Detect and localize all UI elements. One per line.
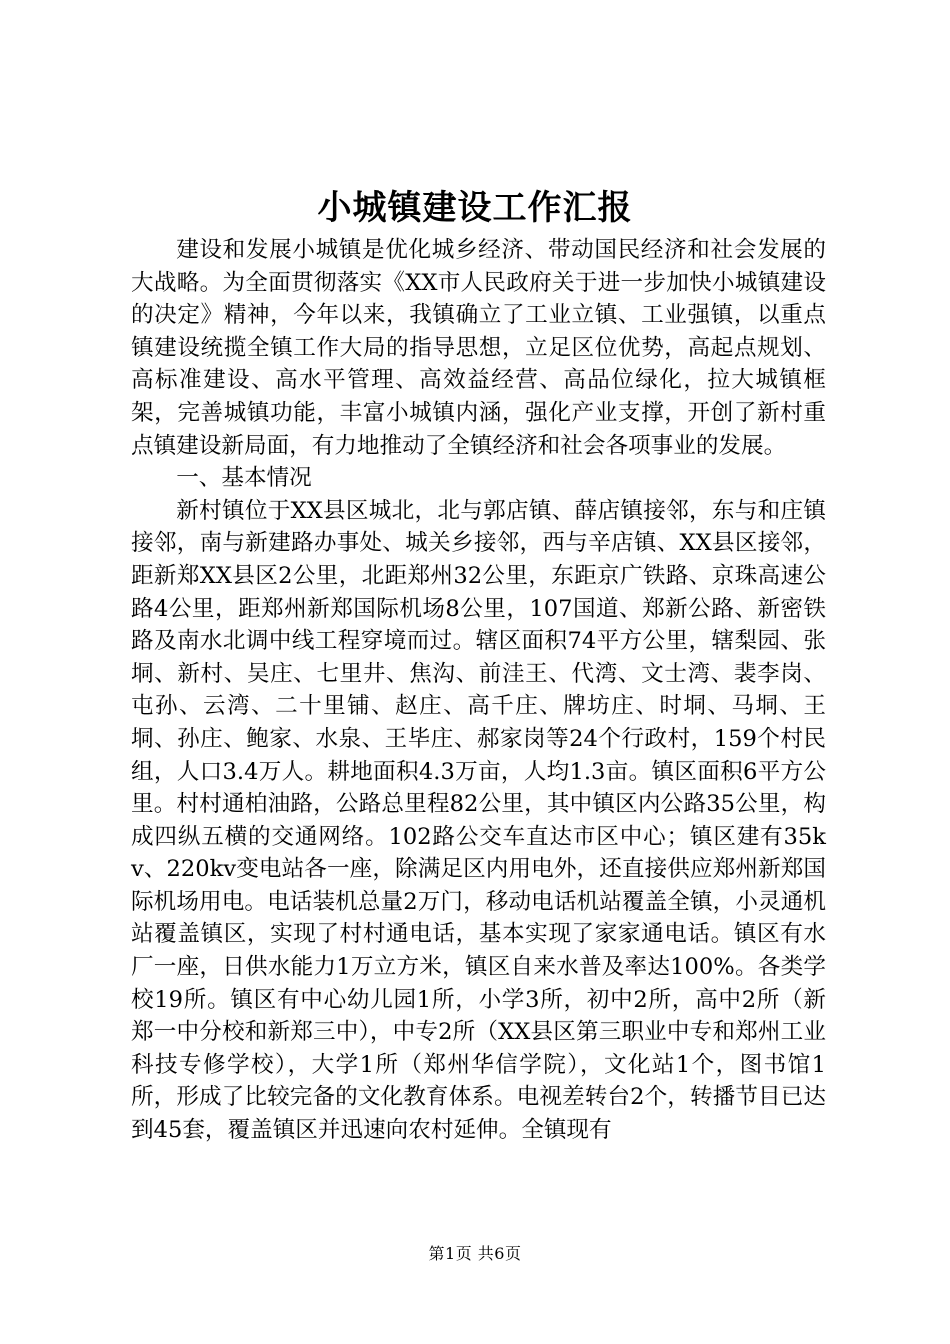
basic-info-paragraph: 新村镇位于XX县区城北，北与郭店镇、薛店镇接邻，东与和庄镇接邻，南与新建路办事处、城关乡接邻，西与辛店镇、XX县区接邻，距新郑XX县区2公里，北距郑州32公里，东距京广铁路、京珠高速公路4公里，距郑州新郑国际机场8公里，107国道、郑新公路、新密铁路及南水北调中线工程穿境而过。辖区面积74平方公里，辖梨园、张垌、新村、吴庄、七里井、焦沟、前洼王、代湾、文士湾、裴李岗、屯孙、云湾、二十里铺、赵庄、高千庄、牌坊庄、时垌、马垌、王垌、孙庄、鲍家、水泉、王毕庄、郝家岗等24个行政村，159个村民组，人口3.4万人。耕地面积4.3万亩，人均1.3亩。镇区面积6平方公里。村村通柏油路，公路总里程82公里，其中镇区内公路35公里，构成四纵五横的交通网络。102路公交车直达市区中心；镇区建有35kv、220kv变电站各一座，除满足区内用电外，还直接供应郑州新郑国际机场用电。电话装机总量2万门，移动电话机站覆盖全镇，小灵通机站覆盖镇区，实现了村村通电话，基本实现了家家通电话。镇区有水厂一座，日供水能力1万立方米，镇区自来水普及率达100%。各类学校19所。镇区有中心幼儿园1所，小学3所，初中2所，高中2所（新郑一中分校和新郑三中），中专2所（XX县区第三职业中专和郑州工业科技专修学校），大学1所（郑州华信学院），文化站1个，图书馆1所，形成了比较完备的文化教育体系。电视差转台2个，转播节目已达到45套，覆盖镇区并迅速向农村延伸。全镇现有: [131, 497, 826, 1144]
page-footer: 第1页 共6页: [428, 1244, 522, 1263]
document-body: [131, 234, 826, 1147]
intro-paragraph: 建设和发展小城镇是优化城乡经济、带动国民经济和社会发展的大战略。为全面贯彻落实《XX市人民政府关于进一步加快小城镇建设的决定》精神，今年以来，我镇确立了工业立镇、工业强镇，以重点镇建设统揽全镇工作大局的指导思想，立足区位优势，高起点规划、高标准建设、高水平管理、高效益经营、高品位绿化，拉大城镇框架，完善城镇功能，丰富小城镇内涵，强化产业支撑，开创了新村重点镇建设新局面，有力地推动了全镇经济和社会各项事业的发展。: [131, 237, 826, 459]
section-heading-basic-info: 一、基本情况: [176, 465, 312, 492]
document-title: 小城镇建设工作汇报: [317, 188, 633, 228]
